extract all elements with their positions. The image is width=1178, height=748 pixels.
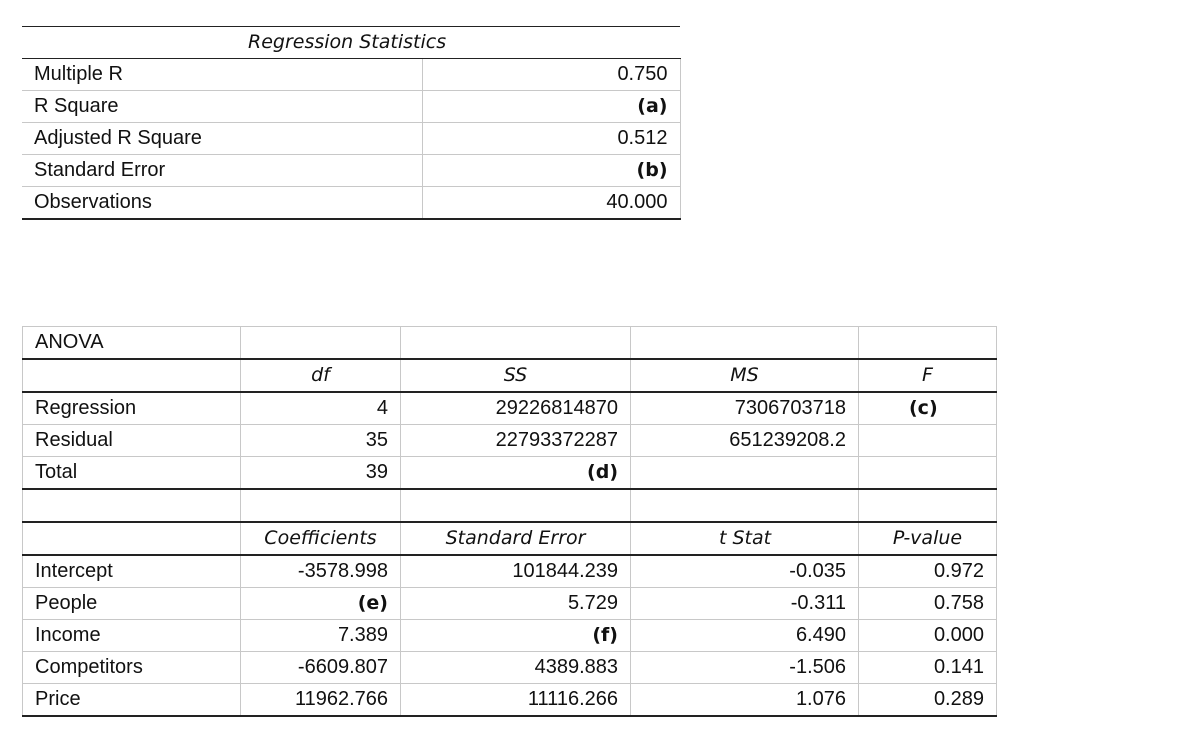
column-header-t-stat: t Stat — [631, 522, 859, 555]
p-cell: 0.289 — [859, 684, 997, 717]
column-header-df: df — [241, 359, 401, 392]
row-label: People — [23, 588, 241, 620]
empty-cell — [631, 489, 859, 522]
p-cell: 0.972 — [859, 555, 997, 588]
table-row — [23, 457, 997, 490]
t-cell: 6.490 — [631, 620, 859, 652]
p-cell: 0.000 — [859, 620, 997, 652]
stat-label: Standard Error — [22, 155, 422, 187]
table-row — [23, 620, 997, 652]
stat-label: Multiple R — [22, 59, 422, 91]
empty-cell — [23, 359, 241, 392]
f-cell — [859, 425, 997, 457]
empty-cell — [401, 327, 631, 360]
empty-cell — [23, 489, 241, 522]
row-label: Residual — [23, 425, 241, 457]
column-header-ms: MS — [631, 359, 859, 392]
se-cell: (f) — [401, 620, 631, 652]
stat-value: 0.750 — [422, 59, 680, 91]
table-row — [22, 123, 680, 155]
stat-value: 0.512 — [422, 123, 680, 155]
table-row — [23, 588, 997, 620]
ss-cell: 29226814870 — [401, 392, 631, 425]
empty-cell — [631, 327, 859, 360]
table-row — [23, 555, 997, 588]
column-header-standard-error: Standard Error — [401, 522, 631, 555]
t-cell: -0.311 — [631, 588, 859, 620]
df-cell: 4 — [241, 392, 401, 425]
anova-title: ANOVA — [23, 327, 241, 360]
df-cell: 39 — [241, 457, 401, 490]
empty-cell — [241, 489, 401, 522]
ms-cell: 7306703718 — [631, 392, 859, 425]
ss-cell: 22793372287 — [401, 425, 631, 457]
empty-cell — [23, 522, 241, 555]
table-row — [23, 684, 997, 717]
table-row — [22, 91, 680, 123]
table-row — [23, 652, 997, 684]
stat-value: 40.000 — [422, 187, 680, 220]
table-row — [22, 155, 680, 187]
coefficients-header-row — [23, 522, 997, 555]
row-label: Total — [23, 457, 241, 490]
coef-cell: -3578.998 — [241, 555, 401, 588]
column-header-coefficients: Coefficients — [241, 522, 401, 555]
row-label: Income — [23, 620, 241, 652]
empty-cell — [401, 489, 631, 522]
se-cell: 4389.883 — [401, 652, 631, 684]
stat-label: Observations — [22, 187, 422, 220]
t-cell: -1.506 — [631, 652, 859, 684]
regression-statistics-table — [22, 26, 681, 220]
row-label: Competitors — [23, 652, 241, 684]
ms-cell — [631, 457, 859, 490]
regression-statistics-header: Regression Statistics — [22, 27, 680, 59]
row-label: Price — [23, 684, 241, 717]
coef-cell: -6609.807 — [241, 652, 401, 684]
ms-cell: 651239208.2 — [631, 425, 859, 457]
table-row — [22, 187, 680, 220]
regression-statistics-header-row — [22, 27, 680, 59]
f-cell: (c) — [859, 392, 997, 425]
df-cell: 35 — [241, 425, 401, 457]
stat-label: Adjusted R Square — [22, 123, 422, 155]
column-header-ss: SS — [401, 359, 631, 392]
t-cell: 1.076 — [631, 684, 859, 717]
spacer-row — [23, 489, 997, 522]
table-row — [22, 59, 680, 91]
ss-cell: (d) — [401, 457, 631, 490]
anova-title-row — [23, 327, 997, 360]
stat-label: R Square — [22, 91, 422, 123]
coef-cell: (e) — [241, 588, 401, 620]
row-label: Regression — [23, 392, 241, 425]
p-cell: 0.141 — [859, 652, 997, 684]
p-cell: 0.758 — [859, 588, 997, 620]
f-cell — [859, 457, 997, 490]
anova-header-row — [23, 359, 997, 392]
stat-value: (b) — [422, 155, 680, 187]
coef-cell: 11962.766 — [241, 684, 401, 717]
stat-value: (a) — [422, 91, 680, 123]
column-header-f: F — [859, 359, 997, 392]
se-cell: 5.729 — [401, 588, 631, 620]
column-header-p-value: P-value — [859, 522, 997, 555]
anova-table — [22, 326, 997, 717]
se-cell: 101844.239 — [401, 555, 631, 588]
table-row — [23, 425, 997, 457]
t-cell: -0.035 — [631, 555, 859, 588]
coef-cell: 7.389 — [241, 620, 401, 652]
row-label: Intercept — [23, 555, 241, 588]
table-row — [23, 392, 997, 425]
empty-cell — [859, 489, 997, 522]
empty-cell — [859, 327, 997, 360]
empty-cell — [241, 327, 401, 360]
se-cell: 11116.266 — [401, 684, 631, 717]
